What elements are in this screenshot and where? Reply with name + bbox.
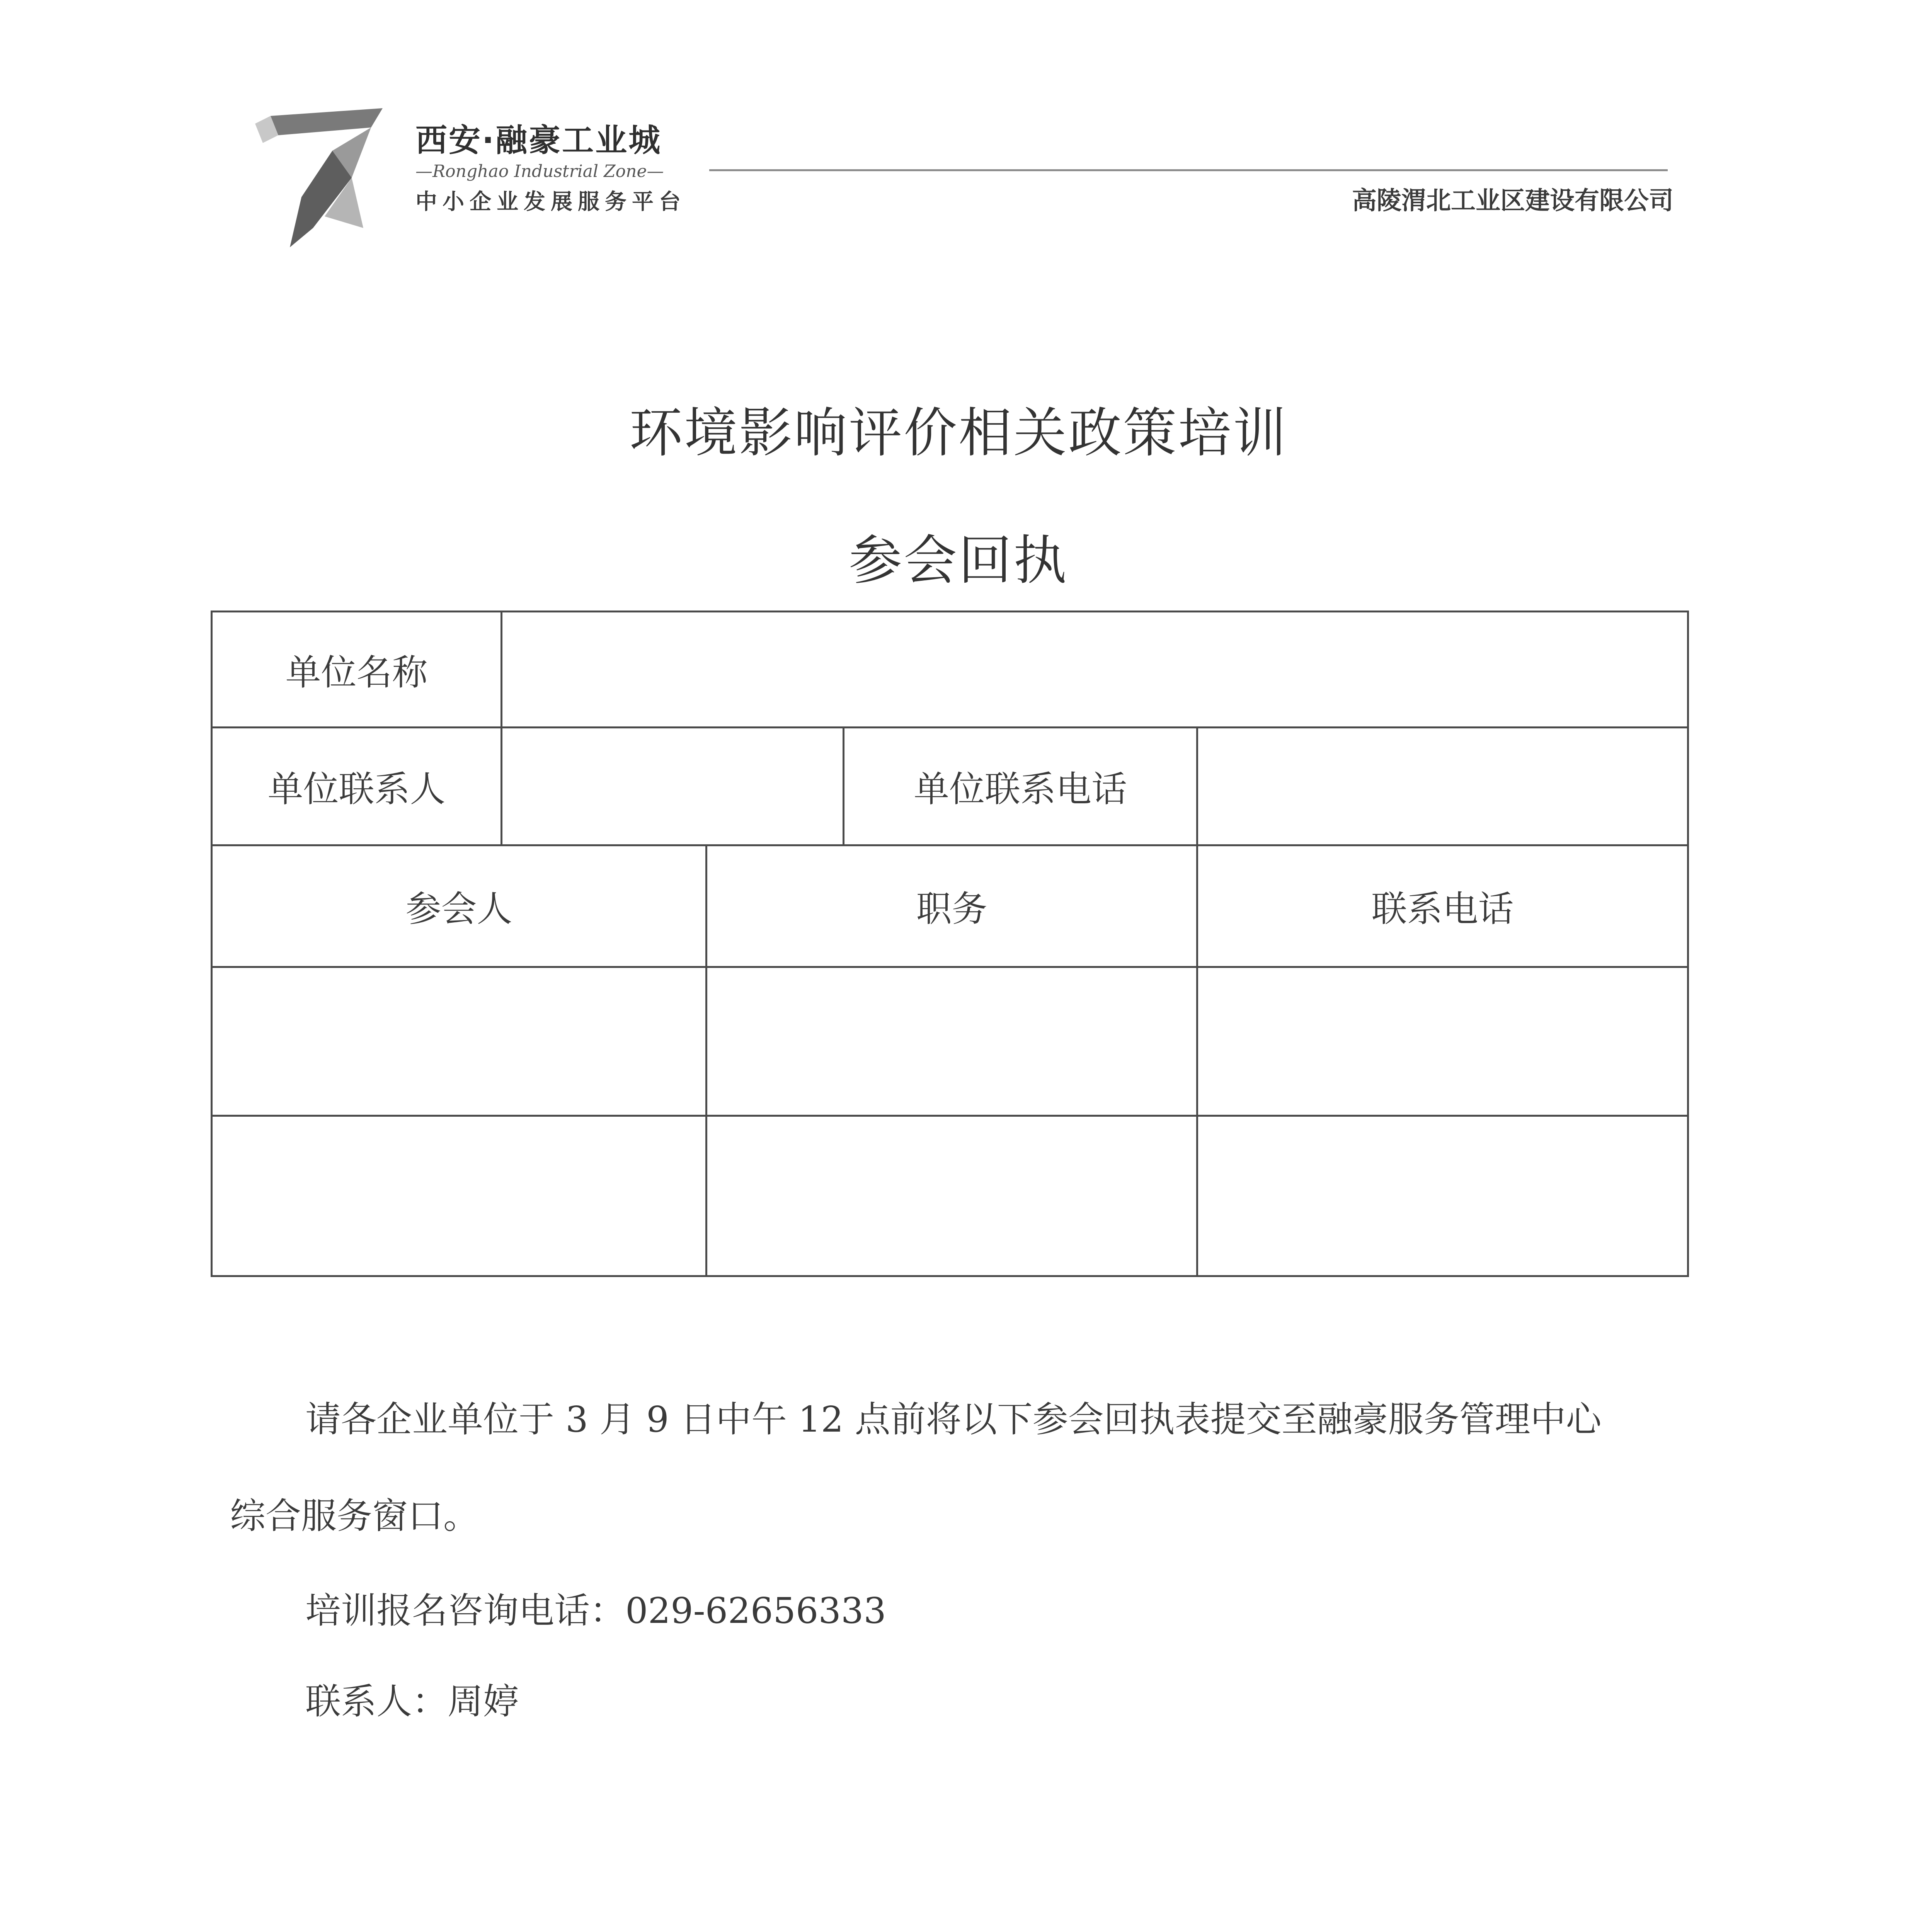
consult-phone: 培训报名咨询电话：029-62656333 <box>305 1590 886 1631</box>
attendee-field[interactable] <box>213 968 705 1115</box>
attendee-field[interactable] <box>213 1117 705 1275</box>
phone-field[interactable] <box>1198 968 1687 1115</box>
unit-contact-label: 单位联系人 <box>267 769 446 810</box>
unit-name-label: 单位名称 <box>285 651 428 693</box>
reply-form-table <box>211 611 1689 1277</box>
logo-title: 西安·融豪工业城 <box>415 122 662 159</box>
position-field[interactable] <box>707 1117 1196 1275</box>
page-subtitle: 参会回执 <box>848 529 1068 592</box>
unit-contact-field[interactable] <box>502 728 843 844</box>
logo-subtitle: 中小企业发展服务平台 <box>415 189 686 214</box>
page-title: 环境影响评价相关政策培训 <box>629 402 1288 464</box>
column-header-position: 职务 <box>916 888 987 930</box>
header-divider <box>709 169 1668 171</box>
position-field[interactable] <box>707 968 1196 1115</box>
unit-phone-label: 单位联系电话 <box>913 769 1127 810</box>
column-header-phone: 联系电话 <box>1371 888 1514 930</box>
instruction-line-1: 请各企业单位于 3 月 9 日中午 12 点前将以下参会回执表提交至融豪服务管理中心 <box>305 1399 1602 1440</box>
phone-field[interactable] <box>1198 1117 1687 1275</box>
unit-name-field[interactable] <box>502 612 1687 726</box>
contact-person: 联系人：周婷 <box>305 1681 519 1722</box>
logo-english-name: —Ronghao Industrial Zone— <box>415 162 664 181</box>
logo-mark-icon <box>255 100 386 255</box>
unit-phone-field[interactable] <box>1198 728 1687 844</box>
company-name: 高陵渭北工业区建设有限公司 <box>1352 187 1674 215</box>
instruction-line-2: 综合服务窗口。 <box>230 1495 479 1537</box>
column-header-attendee: 参会人 <box>405 888 512 930</box>
